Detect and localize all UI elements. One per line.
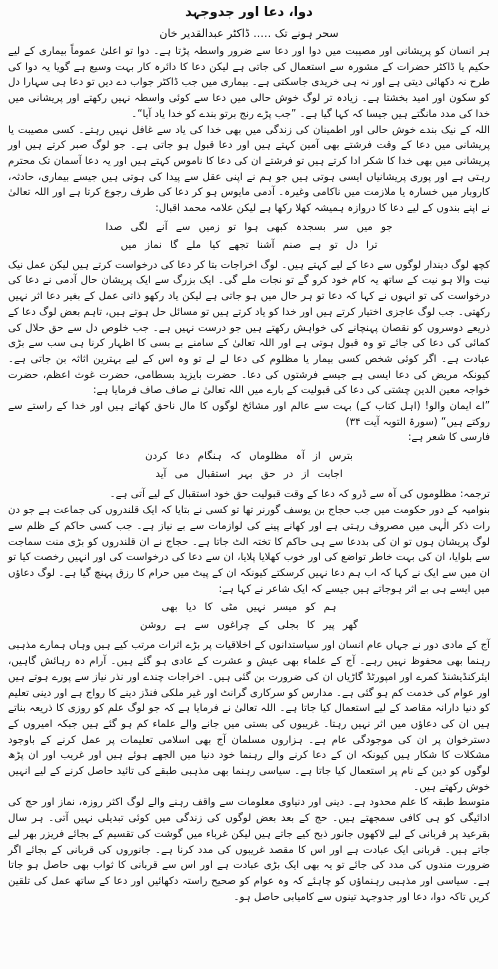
paragraph: متوسط طبقہ کا علم محدود ہے۔ دینی اور دنیاوی معلومات سے واقف رہنے والے لوگ اکثر روزہ، نماز اور حج کی ادائیگی کو ہی کافی سمجھتے ہیں۔ حج کے بعد بعض لوگوں کی زندگی میں کوئی تبدیلی نہیں آتی۔ ہر سال بقرعید پر قربانی کے لیے لاکھوں جانور ذبح کیے جاتے ہیں لیکن غرباء میں گوشت کی تقسیم کے بجائے فریزر بھر لیے جاتے ہیں۔ قربانی ایک عبادت ہے اور اس کا مقصد غریبوں کی مدد کرنا ہے۔ جانوروں کی قربانی کے بجائے اگر ضرورت مندوں کی مدد کی جائے تو یہ بھی ایک بڑی عبادت ہے اور اس سے قربانی کا ثواب بھی حاصل ہو جاتا ہے۔ سیاسی اور مذہبی رہنماؤں کو چاہئے کہ وہ عوام کو صحیح راستہ دکھائیں اور دعا کے ساتھ عمل کی تلقین کریں تاکہ دوا، دعا اور جدوجہد تینوں سے کامیابی حاصل ہو۔ [8,797,490,903]
article-title: دوا، دعا اور جدوجہد [185,5,313,20]
paragraph: کچھ لوگ دیندار لوگوں سے دعا کے لیے کہتے ہیں۔ لوگ اخراجات بتا کر دعا کی درخواست کرتے ہیں لیکن عمل نیک نیت والا ہو نیت کے ساتھ یہ کام خود کرو گے تو نجات ملے گی۔ ایک بزرگ سے ایک پریشان حال آدمی نے دعا کی درخواست کی تو انہوں نے کہا کہ دعا تو ہر حال میں ہو جاتی ہے لیکن یاد رکھو ذاتی عمل کے بغیر دعا اثر نہیں رکھتی۔ جب لوگ عاجزی اختیار کرتے ہیں اور خدا کو یاد کرتے ہیں تو مسائل حل ہوتے ہیں، تاہم بعض لوگ دعا کے ذریعے دوسروں کو نقصان پہنچانے کی خواہش رکھتے ہیں جو درست نہیں ہے۔ جب خلوص دل سے حق حلال کی کمائی کی دعا کی جائے تو وہ قبول ہوتی ہے اور اللہ تعالیٰ کے سامنے بے بسی کا اظہار کرنا ہی سب سے بڑی عبادت ہے۔ اگر کوئی شخص کسی بیمار یا مظلوم کی دعا لے لے تو وہ اس کے لیے بہترین اثاثہ بن جاتی ہے۔ کیونکہ مریض کی دعا ایسی ہے جیسے فرشتوں کی دعا۔ حضرت بایزید بسطامی، حضرت غوث اعظم، حضرت خواجہ معین الدین چشتی کی دعا کی قبولیت کے بارے میں اللہ تعالیٰ نے صاف صاف فرمایا ہے: [8,259,490,397]
paragraph: ہر انسان کو پریشانی اور مصیبت میں دوا اور دعا سے ضرور واسطہ پڑتا ہے۔ دوا تو اعلیٰ عموماً بیماری کے لیے حکیم یا ڈاکٹر حضرات کے مشورہ سے استعمال کی جاتی ہے لیکن دعا کا دائرہ کار بہت وسیع ہے گویا یہ دوا کی طرح نہ دکھائی دیتی ہے اور نہ ہی خریدی جاسکتی ہے۔ بیماری میں جب ڈاکٹر جواب دے دیں تو دعا ہی سہارا دل کو سکون اور امید بخشتا ہے۔ زیادہ تر لوگ خوش حالی میں دعا سے کوئی واسطہ نہیں رکھتے اور پریشانی میں خدا کی مدد مانگتے ہیں جیسا کہ کہا گیا ہے۔ ”جب پڑے رنج برتو بندے کو خدا یاد آیا“۔ [8,46,490,120]
verse-line: ہم کو میسر نہیں مٹی کا دیا بھی [161,602,337,614]
verse-block [8,448,490,484]
verse-line: جو میں سر بسجدہ کبھی ہوا تو زمیں سے آنے لگی صدا [105,221,393,233]
verse-line: ترا دل تو ہے صنم آشنا تجھے کیا ملے گا نماز میں [120,239,378,251]
verse-intro: فارسی کا شعر ہے: [407,432,490,444]
verse-line: گھر پیر کا بجلی کے چراغوں سے ہے روشن [139,620,359,632]
verse-line: اجابت از در حق بہر استقبال می آید [155,469,343,481]
verse-block [8,599,490,635]
paragraph: ترجمہ: مظلوموں کی آہ سے ڈرو کہ دعا کے وقت قبولیت حق خود استقبال کے لیے آتی ہے۔ [109,489,490,501]
verse-block [8,219,490,255]
verse-line: بترس از آہ مظلوماں کہ ہنگام دعا کردن [145,451,353,463]
byline: سحر ہونے تک ….. ڈاکٹر عبدالقدیر خان [159,27,339,40]
paragraph: بنوامیہ کے دور حکومت میں جب حجاج بن یوسف گورنر تھا تو کسی نے بتایا کہ ایک قلندروں کی جماعت ہے جو دن رات ذکر الٰہی میں مصروف رہتی ہے اور کھانے پینے کی لوازمات سے بے نیاز ہے۔ جب کسی حاکم کے ظلم سے لوگ پریشان ہوں تو ان کی بددعا سے ہی حاکم کا تختہ الٹ جاتا ہے۔ حجاج نے ان قلندروں کو بڑی منت سماجت سے بلوایا، ان کی بہت خاطر تواضع کی اور خوب کھلایا پلایا، ان سے دعا کی درخواست کی اور انہیں رخصت کیا تو ان میں سے ایک نے کہا کہ اب ہم دعا نہیں کرسکتے کیونکہ ان کے پیٹ میں حرام کا رزق پہنچ گیا ہے۔ لوگ دعاؤں میں ایسے ہی بے اثر ہوجاتے ہیں جیسے کہ ایک شاعر نے کہا ہے: [8,505,490,595]
paragraph: اللہ کے نیک بندے خوش حالی اور اطمینان کی زندگی میں بھی خدا کی یاد سے غافل نہیں رہتے۔ کسی مصیبت یا پریشانی میں دعا کے وقت فرشتے بھی آمین کہتے ہیں اور دعا قبول ہو جاتی ہے۔ جو لوگ صبر کرتے ہیں اور پریشانی میں بھی خدا کا شکر ادا کرتے ہیں تو فرشتے ان کی دعا کا ناموس کہتے ہیں اور یہ دعا آسمان تک محترم رہتی ہے اور پوری پریشانیاں ایسی ہوتی ہیں جو ہم نے اپنی عقل سے پیدا کی ہوتی ہیں جیسے بیماری، حادثہ، کاروبار میں خسارہ یا ملازمت میں ناکامی وغیرہ۔ آدمی مایوس ہو کر دعا کی طرف رجوع کرتا ہے اور اللہ تعالیٰ نے اپنے بندوں کے لیے دعا کا دروازہ ہمیشہ کھلا رکھا ہے لیکن علامہ محمد اقبال: [8,124,490,215]
paragraph: آج کے مادی دور نے جہاں عام انسان اور سیاستدانوں کے اخلاقیات پر بڑے اثرات مرتب کیے ہیں وہاں ہمارے مذہبی رہنما بھی محفوظ نہیں رہے۔ آج کے علماء بھی عیش و عشرت کے عادی ہو گئے ہیں۔ آرام دہ رہائش گاہیں، ایئرکنڈیشنڈ کمرے اور امپورٹڈ گاڑیاں ان کی ضرورت بن گئی ہیں۔ اخراجات چندے اور نذر نیاز سے پورے ہوتے ہیں اور عوام کی خدمت کم ہو گئی ہے۔ مدارس کو سرکاری گرانٹ اور غیر ملکی فنڈز دینے کا رواج ہے اور دینی تعلیم کو دنیا دارانہ مقاصد کے لیے استعمال کیا جاتا ہے۔ اللہ تعالیٰ نے فرمایا ہے کہ جو لوگ علم کو روزی کا ذریعہ بناتے ہیں ان کی دعاؤں میں اثر نہیں رہتا۔ غریبوں کی بستی میں جانے والے علماء کم ہو گئے ہیں جبکہ امیروں کے دسترخوان پر ان کی موجودگی عام ہے۔ ہزاروں مسلمان آج بھی اسلامی تعلیمات پر عمل کرنے کے باوجود مشکلات کا شکار ہیں کیونکہ ان کے دعا کرنے والے رہنما خود دنیا میں الجھے ہوئے ہیں اور غریب اور ان پڑھ لوگوں کو دین کے نام پر استعمال کیا جاتا ہے۔ سیاسی رہنما بھی مذہبی طبقے کی تائید حاصل کرنے کے لیے انہیں خوش رکھتے ہیں۔ [8,640,490,793]
paragraph: ”اے ایمان والو! (اہل کتاب کے) بہت سے عالم اور مشائخ لوگوں کا مال ناحق کھاتے ہیں اور خدا کے راستے سے روکتے ہیں“ (سورۃ التوبہ آیت ۳۴) [8,401,490,428]
